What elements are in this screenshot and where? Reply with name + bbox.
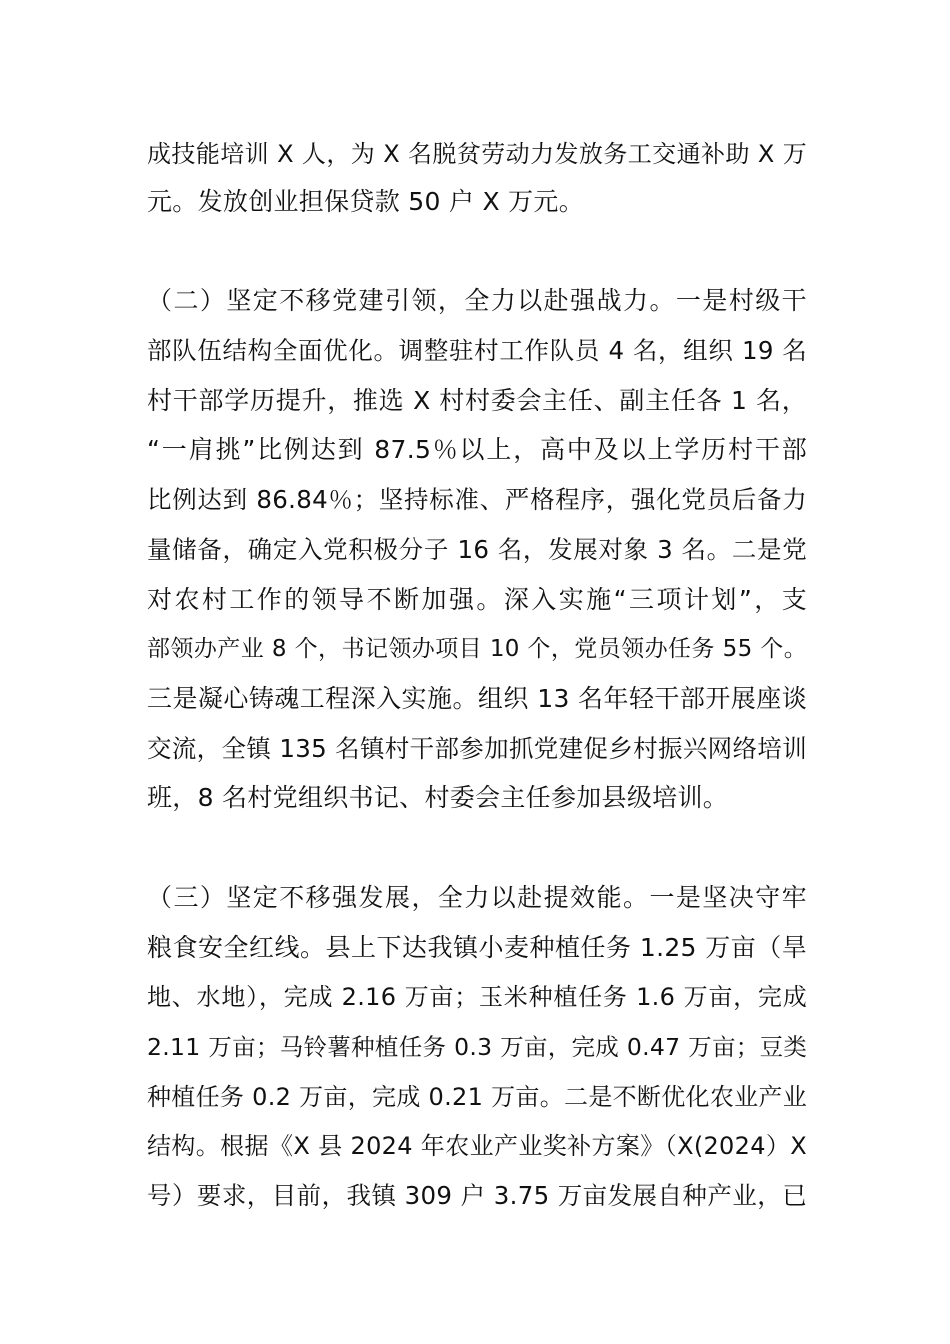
text-line: 号）要求，目前，我镇 309 户 3.75 万亩发展自种产业，已 — [147, 1181, 807, 1210]
section-heading-line: （三）坚定不移强发展，全力以赴提效能。一是坚决守牢 — [147, 883, 807, 912]
text-line: 部队伍结构全面优化。调整驻村工作队员 4 名，组织 19 名 — [147, 336, 807, 365]
section-heading-line: （二）坚定不移党建引领，全力以赴强战力。一是村级干 — [147, 286, 807, 315]
text-line: 地、水地），完成 2.16 万亩；玉米种植任务 1.6 万亩，完成 — [147, 983, 807, 1011]
text-line: 班，8 名村党组织书记、村委会主任参加县级培训。 — [147, 783, 729, 812]
text-line: 三是凝心铸魂工程深入实施。组织 13 名年轻干部开展座谈 — [147, 684, 807, 713]
text-line: 对农村工作的领导不断加强。深入实施“三项计划”，支 — [147, 585, 807, 614]
text-line: 部领办产业 8 个，书记领办项目 10 个，党员领办任务 55 个。 — [147, 636, 807, 662]
text-line: 成技能培训 X 人，为 X 名脱贫劳动力发放务工交通补助 X 万 — [147, 140, 807, 168]
text-line: 结构。根据《X 县 2024 年农业产业奖补方案》（X(2024）X — [147, 1132, 807, 1160]
text-line: 比例达到 86.84％；坚持标准、严格程序，强化党员后备力 — [147, 485, 807, 514]
text-line: 2.11 万亩；马铃薯种植任务 0.3 万亩，完成 0.47 万亩；豆类 — [147, 1033, 808, 1061]
text-line: 交流，全镇 135 名镇村干部参加抓党建促乡村振兴网络培训 — [147, 734, 807, 763]
text-line: 种植任务 0.2 万亩，完成 0.21 万亩。二是不断优化农业产业 — [147, 1083, 808, 1111]
text-line: 村干部学历提升，推选 X 村村委会主任、副主任各 1 名， — [147, 386, 807, 415]
text-line: 粮食安全红线。县上下达我镇小麦种植任务 1.25 万亩（旱 — [147, 933, 807, 962]
text-line: “一肩挑”比例达到 87.5％以上，高中及以上学历村干部 — [147, 435, 807, 464]
text-line: 量储备，确定入党积极分子 16 名，发展对象 3 名。二是党 — [147, 535, 807, 564]
text-line: 元。发放创业担保贷款 50 户 X 万元。 — [147, 187, 585, 216]
